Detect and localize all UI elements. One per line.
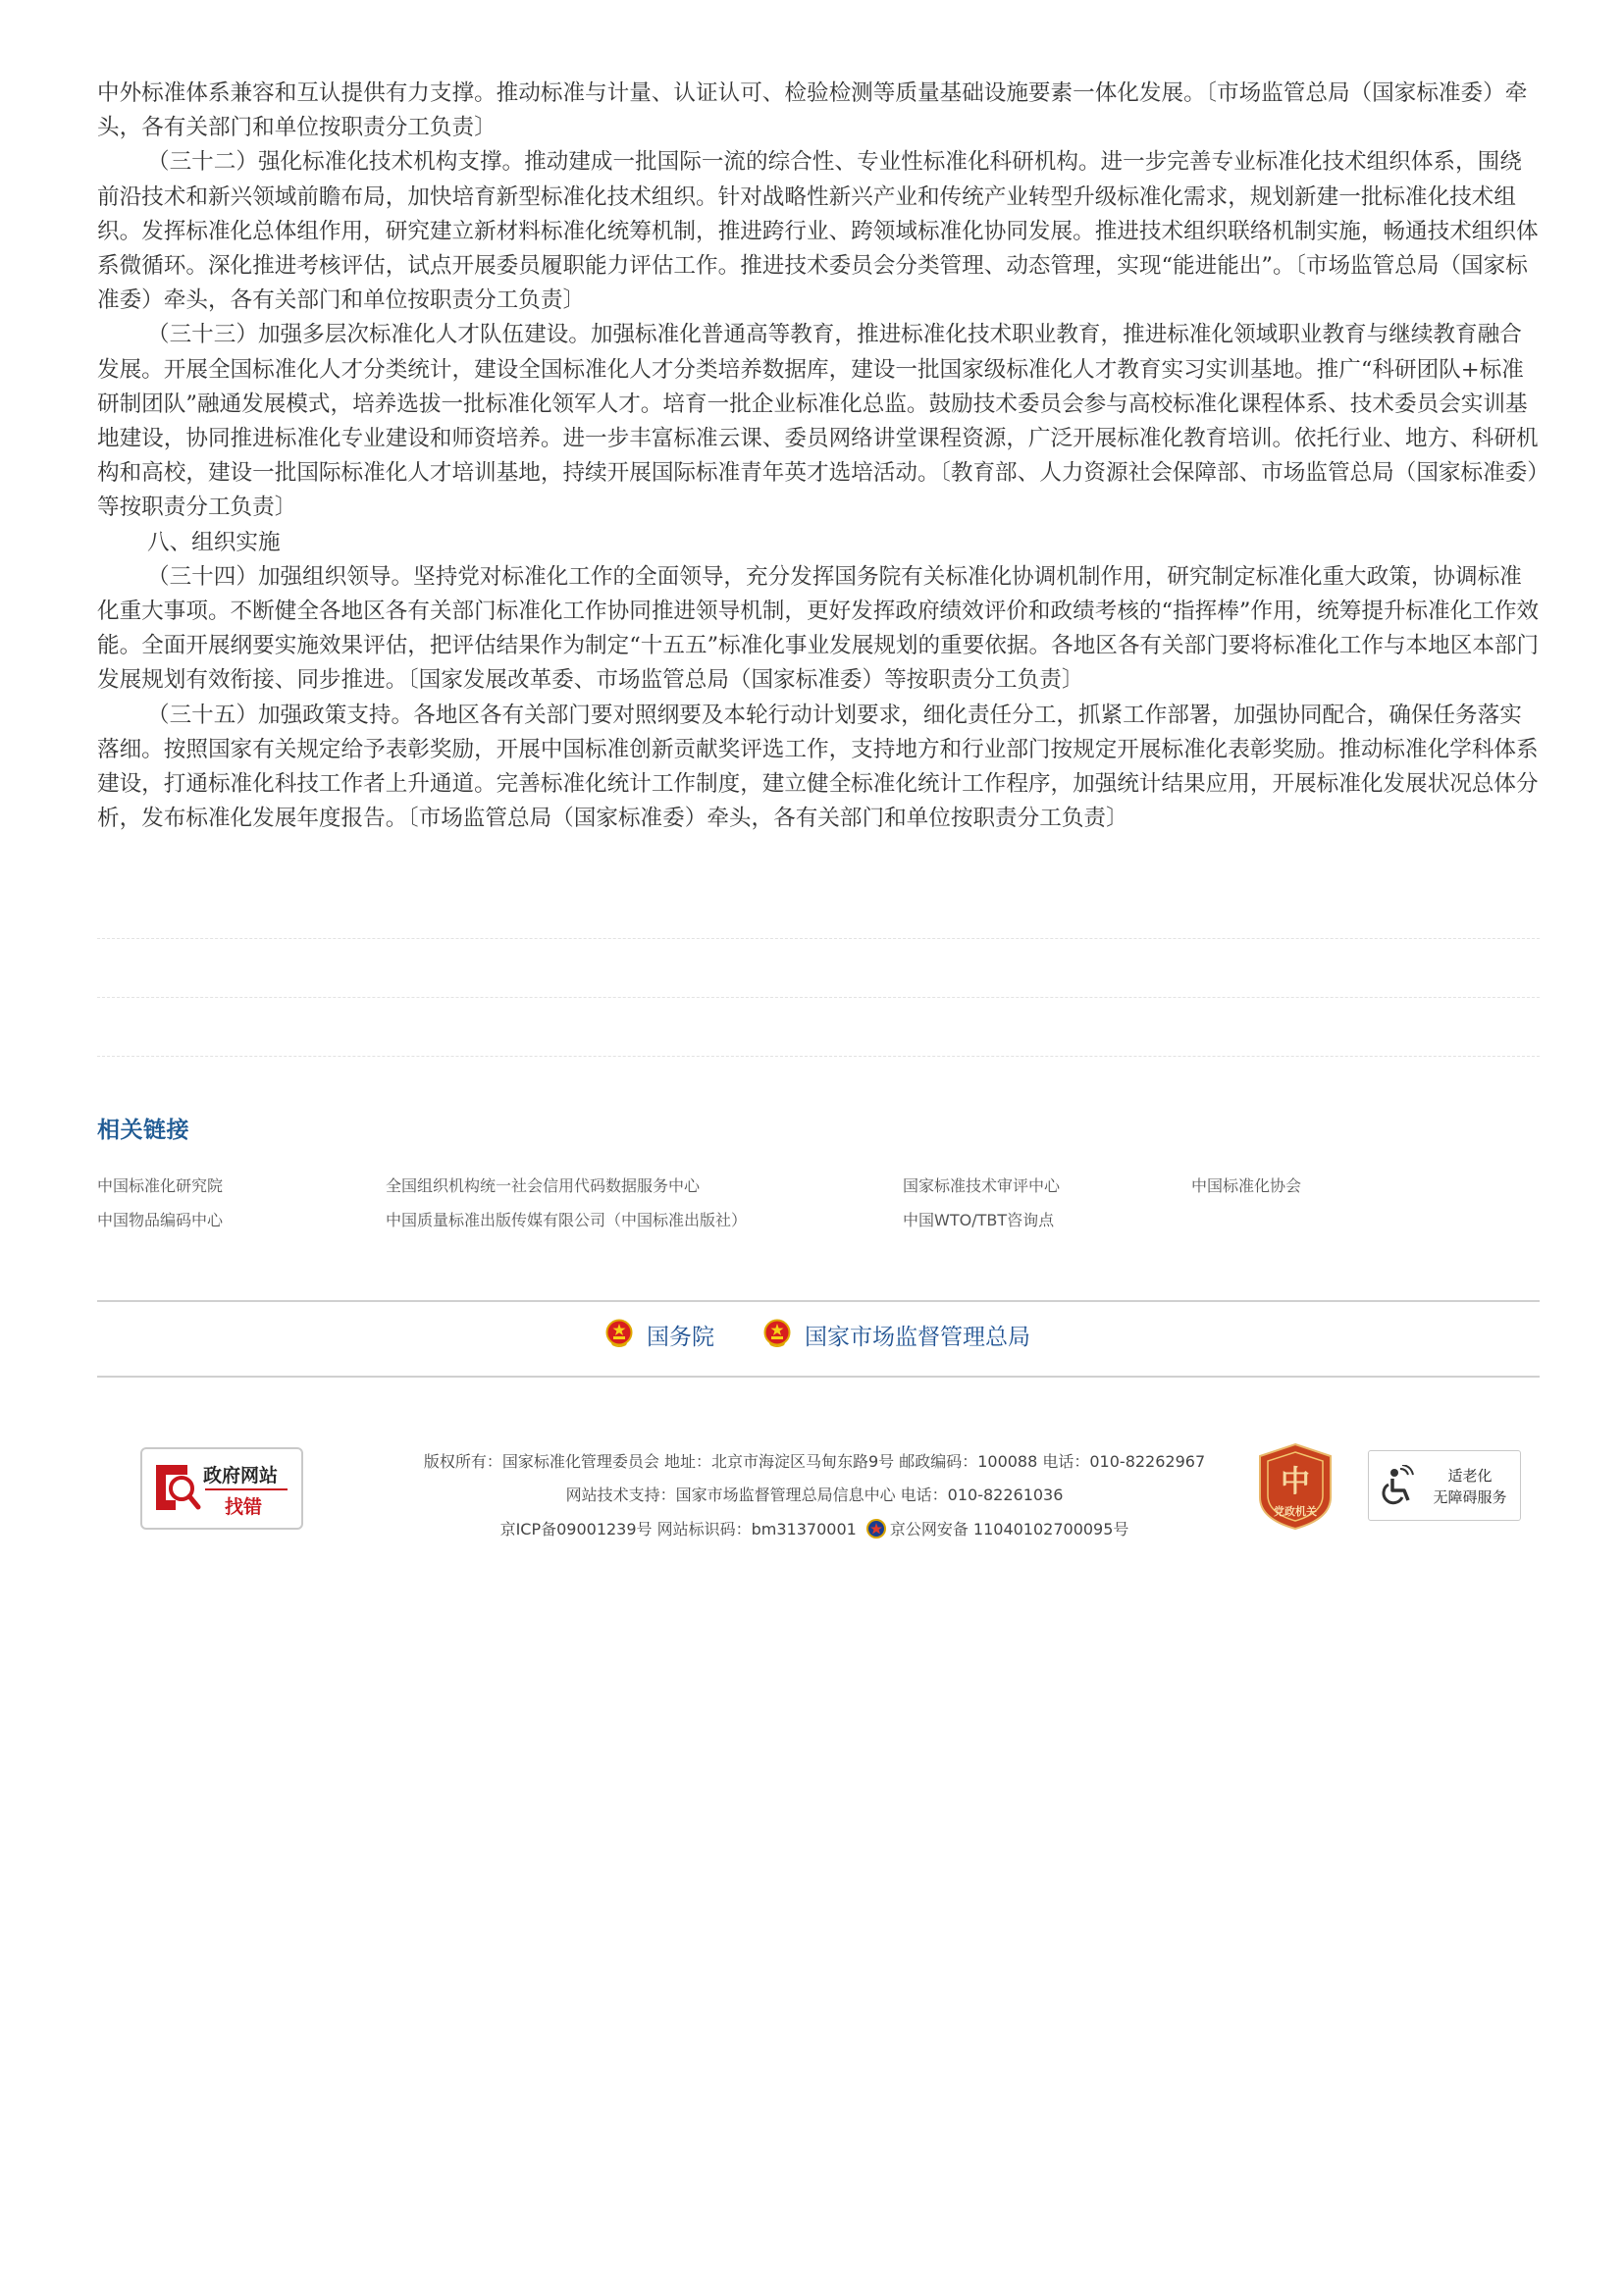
svg-text:中: 中	[1281, 1465, 1310, 1499]
accessibility-service-button[interactable]	[1368, 1450, 1521, 1521]
party-badge-label: 党政机关	[1274, 1505, 1317, 1518]
police-registration[interactable]: 京公网安备 11040102700095号	[889, 1520, 1129, 1539]
related-link[interactable]: 中国WTO/TBT咨询点	[903, 1211, 1055, 1229]
related-link[interactable]: 全国组织机构统一社会信用代码数据服务中心	[386, 1176, 701, 1195]
related-link[interactable]: 中国质量标准出版传媒有限公司（中国标准出版社）	[386, 1211, 748, 1229]
article-paragraph: （三十三）加强多层次标准化人才队伍建设。加强标准化普通高等教育，推进标准化技术职业教育，推进标准化领域职业教育与继续教育融合发展。开展全国标准化人才分类统计，建设全国标准化人才分类培养数据库，建设一批国家级标准化人才教育实习实训基地。推广“科研团队+标准研制团队”融通发展模式，培养选拔一批标准化领军人才。培育一批企业标准化总监。鼓励技术委员会参与高校标准化课程体系、技术委员会实训基地建设，协同推进标准化专业建设和师资培养。进一步丰富标准云课、委员网络讲堂课程资源，广泛开展标准化教育培训。依托行业、地方、科研机构和高校，建设一批国际标准化人才培训基地，持续开展国际标准青年英才选培活动。〔教育部、人力资源社会保障部、市场监管总局（国家标准委）等按职责分工负责〕	[97, 322, 1539, 521]
accessibility-label-1: 适老化	[1447, 1467, 1493, 1485]
article-paragraph: （三十四）加强组织领导。坚持党对标准化工作的全面领导，充分发挥国务院有关标准化协调机制作用，研究制定标准化重大政策，协调标准化重大事项。不断健全各地区各有关部门标准化工作协同推进领导机制，更好发挥政府绩效评价和政绩考核的“指挥棒”作用，统筹提升标准化工作效能。全面开展纲要实施效果评估，把评估结果作为制定“十五五”标准化事业发展规划的重要依据。各地区各有关部门要将标准化工作与本地区本部门发展规划有效衔接、同步推进。〔国家发展改革委、市场监管总局（国家标准委）等按职责分工负责〕	[97, 563, 1540, 694]
article-paragraph: 中外标准体系兼容和互认提供有力支撑。推动标准与计量、认证认可、检验检测等质量基础设施要素一体化发展。〔市场监管总局（国家标准委）牵头，各有关部门和单位按职责分工负责〕	[97, 80, 1528, 141]
gov-link-state-council[interactable]	[605, 1316, 714, 1353]
section-heading: 八、组织实施	[147, 529, 281, 555]
error-badge-subtitle: 找错	[225, 1496, 263, 1518]
icp-number[interactable]: 京ICP备09001239号 网站标识码：bm31370001	[499, 1520, 857, 1539]
dashed-divider	[97, 938, 1540, 939]
gov-link-label: 国务院	[647, 1324, 714, 1350]
related-link[interactable]: 国家标准技术审评中心	[903, 1176, 1061, 1195]
police-badge-icon	[866, 1519, 886, 1539]
error-report-badge[interactable]	[140, 1447, 303, 1530]
error-badge-rule	[205, 1488, 288, 1490]
article-paragraph: （三十五）加强政策支持。各地区各有关部门要对照纲要及本轮行动计划要求，细化责任分工，抓紧工作部署，加强协同配合，确保任务落实落细。按照国家有关规定给予表彰奖励，开展中国标准创新贡献奖评选工作，支持地方和行业部门按规定开展标准化表彰奖励。推动标准化学科体系建设，打通标准化科技工作者上升通道。完善标准化统计工作制度，建立健全标准化统计工作程序，加强统计结果应用，开展标准化发展状况总体分析，发布标准化发展年度报告。〔市场监管总局（国家标准委）牵头，各有关部门和单位按职责分工负责〕	[97, 702, 1539, 832]
national-emblem-icon	[605, 1319, 633, 1350]
related-link[interactable]: 中国标准化协会	[1191, 1176, 1302, 1195]
error-badge-title: 政府网站	[203, 1465, 279, 1487]
dashed-divider	[97, 1056, 1540, 1057]
footer-copyright: 版权所有：国家标准化管理委员会 地址：北京市海淀区马甸东路9号 邮政编码：100088 电话：010-82262967	[423, 1452, 1206, 1471]
gov-link-label: 国家市场监督管理总局	[805, 1324, 1030, 1350]
accessibility-label-2: 无障碍服务	[1433, 1488, 1507, 1506]
footer-tech-support: 网站技术支持：国家市场监督管理总局信息中心 电话：010-82261036	[565, 1486, 1064, 1504]
national-emblem-icon	[763, 1319, 791, 1350]
related-link[interactable]: 中国物品编码中心	[97, 1211, 224, 1229]
gov-links-bottom-divider	[97, 1376, 1540, 1378]
dashed-divider	[97, 997, 1540, 998]
magnifier-icon	[152, 1461, 201, 1516]
article-body	[97, 77, 1540, 836]
gov-link-samr[interactable]	[763, 1316, 1030, 1353]
party-government-badge[interactable]	[1258, 1442, 1333, 1531]
related-links-title: 相关链接	[97, 1118, 189, 1143]
gov-links-top-divider	[97, 1300, 1540, 1302]
footer-registration	[393, 1517, 1236, 1539]
article-paragraph: （三十二）强化标准化技术机构支撑。推动建成一批国际一流的综合性、专业性标准化科研机构。进一步完善专业标准化技术组织体系，围绕前沿技术和新兴领域前瞻布局，加快培育新型标准化技术组织。针对战略性新兴产业和传统产业转型升级标准化需求，规划新建一批标准化技术组织。发挥标准化总体组作用，研究建立新材料标准化统筹机制，推进跨行业、跨领域标准化协同发展。推进技术组织联络机制实施，畅通技术组织体系微循环。深化推进考核评估，试点开展委员履职能力评估工作。推进技术委员会分类管理、动态管理，实现“能进能出”。〔市场监管总局（国家标准委）牵头，各有关部门和单位按职责分工负责〕	[97, 149, 1539, 314]
related-link[interactable]: 中国标准化研究院	[97, 1176, 224, 1195]
wheelchair-accessibility-icon	[1381, 1465, 1418, 1506]
